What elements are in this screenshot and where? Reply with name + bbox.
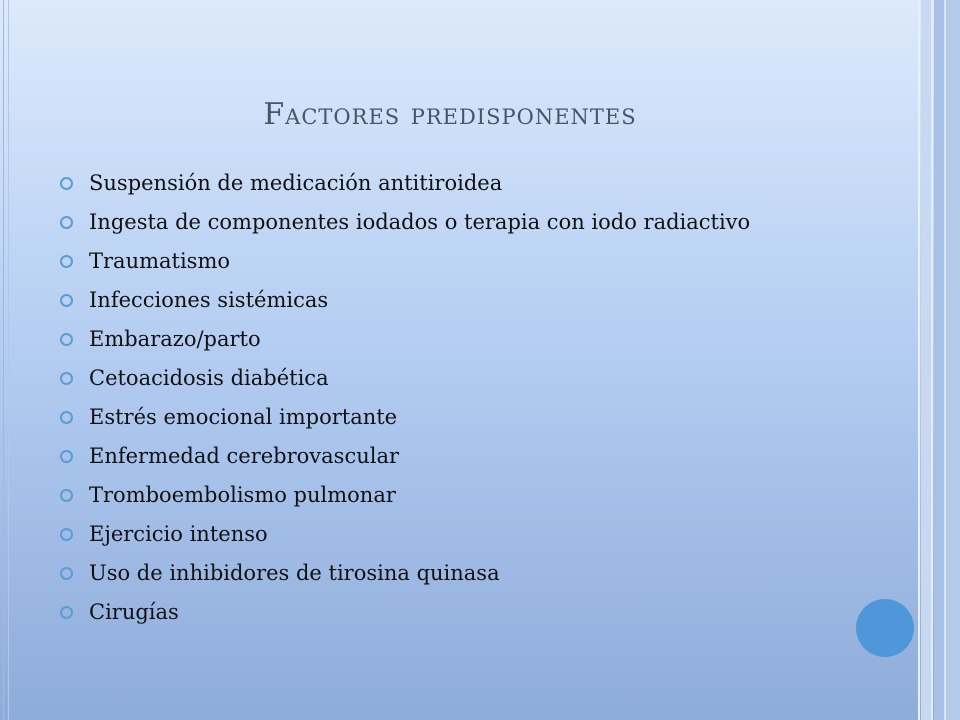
circle-bullet-icon [60,294,73,307]
list-item-text: Ejercicio intenso [89,522,268,546]
list-item [60,365,850,391]
list-item [60,287,850,313]
circle-bullet-icon [60,177,73,190]
list-item [60,521,850,547]
accent-circle [856,599,914,657]
circle-bullet-icon [60,567,73,580]
circle-bullet-icon [60,333,73,346]
left-divider-line [8,0,9,720]
slide-title: Factores predisponentes [263,97,637,132]
list-item-text: Traumatismo [89,249,231,273]
circle-bullet-icon [60,450,73,463]
list-item [60,443,850,469]
right-decorative-band [921,0,931,720]
right-decorative-band [946,0,960,720]
list-item-text: Tromboembolismo pulmonar [89,483,396,507]
circle-bullet-icon [60,216,73,229]
bullet-list [60,170,850,638]
circle-bullet-icon [60,606,73,619]
list-item [60,248,850,274]
list-item [60,404,850,430]
circle-bullet-icon [60,255,73,268]
list-item [60,482,850,508]
list-item [60,560,850,586]
circle-bullet-icon [60,528,73,541]
list-item-text: Suspensión de medicación antitiroidea [89,171,503,195]
list-item-text: Cetoacidosis diabética [89,366,329,390]
list-item-text: Enfermedad cerebrovascular [89,444,400,468]
left-divider-line [3,0,4,720]
right-decorative-band [934,0,944,720]
list-item [60,209,850,235]
list-item [60,326,850,352]
circle-bullet-icon [60,372,73,385]
list-item-text: Uso de inhibidores de tirosina quinasa [89,561,500,585]
list-item [60,170,850,196]
list-item-text: Embarazo/parto [89,327,261,351]
right-decorative-band [918,0,920,720]
circle-bullet-icon [60,489,73,502]
list-item [60,599,850,625]
list-item-text: Estrés emocional importante [89,405,398,429]
circle-bullet-icon [60,411,73,424]
list-item-text: Cirugías [89,600,179,624]
list-item-text: Ingesta de componentes iodados o terapia con iodo radiactivo [89,210,751,234]
right-decorative-band [931,0,933,720]
list-item-text: Infecciones sistémicas [89,288,329,312]
